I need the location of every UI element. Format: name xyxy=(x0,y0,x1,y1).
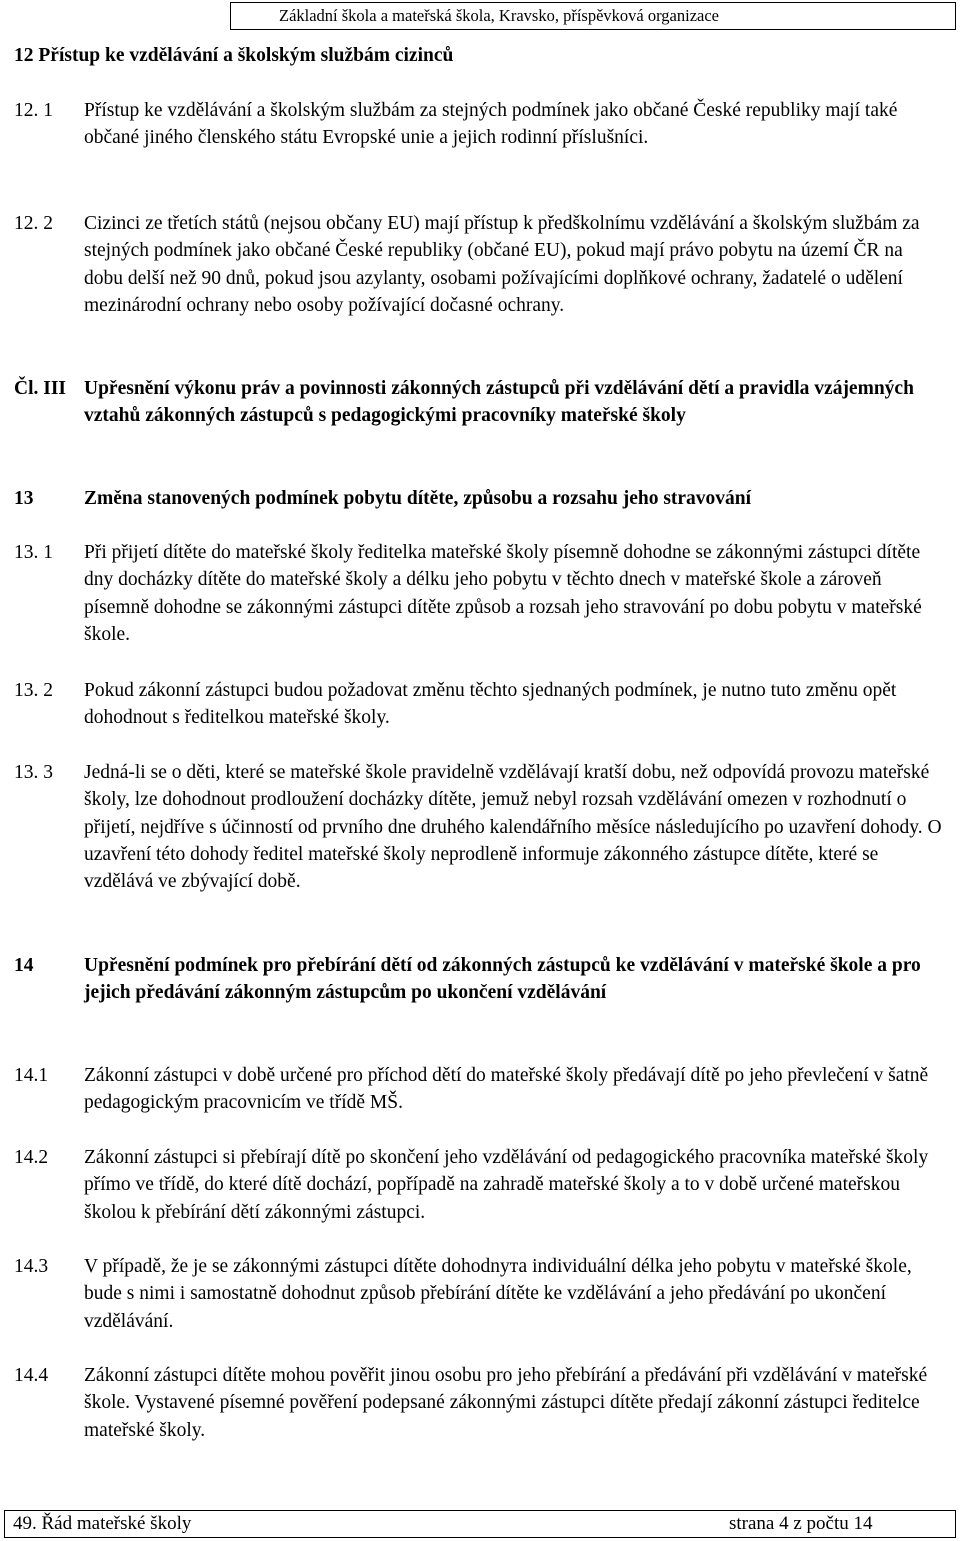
section-13-heading xyxy=(14,485,944,512)
paragraph-number: 14.1 xyxy=(14,1065,49,1086)
page-footer xyxy=(4,1510,956,1538)
article-3-heading xyxy=(14,375,944,430)
paragraph-13-2 xyxy=(14,677,944,732)
paragraph-14-4 xyxy=(14,1362,944,1444)
document-title: 49. Řád mateřské školy xyxy=(13,1513,192,1534)
paragraph-text: Jedná-li se o děti, které se mateřské škole pravidelně vzdělávají kratší dobu, než odpovídá provozu mateřské školy, lze dohodnout prodloužení docházky dítěte, jemuž nebyl rozsah vzdělávání omezen v rozhodnutí o přijetí, nejdříve s účinností od prvního dne druhého kalendářního měsíce následujícího po uzavření dohody. O uzavření této dohody ředitel mateřské školy neprodleně informuje zákonného zástupce dítěte, které se vzdělává ve zbývající době. xyxy=(84,762,942,893)
section-title: Upřesnění podmínek pro přebírání dětí od zákonných zástupců ke vzdělávání v mateřské škole a pro jejich předávání zákonným zástupcům po ukončení vzdělávání xyxy=(84,955,921,1004)
paragraph-number: 12. 1 xyxy=(14,100,53,121)
section-number: 14 xyxy=(14,955,34,976)
paragraph-text: V případě, že je se zákonnými zástupci dítěte dohodnута individuální délka jeho pobytu v mateřské škole, bude s nimi i samostatně dohodnut způsob přebírání dítěte ke vzdělávání a jeho předávání po ukončení vzdělávání. xyxy=(84,1256,912,1332)
paragraph-number: 14.4 xyxy=(14,1365,49,1386)
header-text: Základní škola a mateřská škola, Kravsko, příspěvková organizace xyxy=(278,6,719,25)
paragraph-number: 13. 3 xyxy=(14,762,53,783)
article-number: Čl. III xyxy=(14,378,67,399)
paragraph-number: 12. 2 xyxy=(14,213,53,234)
paragraph-text: Zákonní zástupci v době určené pro příchod dětí do mateřské školy předávají dítě po jeho převlečení v šatně pedagogickým pracovnicím ve třídě MŠ. xyxy=(84,1065,929,1114)
paragraph-12-2 xyxy=(14,210,944,319)
section-number: 13 xyxy=(14,488,34,509)
paragraph-13-1 xyxy=(14,539,944,648)
section-title: Změna stanovených podmínek pobytu dítěte, způsobu a rozsahu jeho stravování xyxy=(84,488,752,509)
section-14-heading xyxy=(14,952,944,1007)
paragraph-number: 13. 2 xyxy=(14,680,53,701)
paragraph-14-1 xyxy=(14,1062,944,1117)
paragraph-12-1 xyxy=(14,97,944,152)
paragraph-text: Cizinci ze třetích států (nejsou občany EU) mají přístup k předškolnímu vzdělávání a školským službám za stejných podmínek jako občané České republiky (občané EU), pokud mají právo pobytu na území ČR na dobu delší než 90 dnů, pokud jsou azylanty, osobami požívajícími doplňkové ochrany, žadatelé o udělení mezinárodní ochrany nebo osoby požívající dočasné ochrany. xyxy=(84,213,920,316)
paragraph-number: 14.3 xyxy=(14,1256,49,1277)
paragraph-14-3 xyxy=(14,1253,944,1335)
paragraph-text: Při přijetí dítěte do mateřské školy ředitelka mateřské školy písemně dohodne se zákonnými zástupci dítěte dny docházky dítěte do mateřské školy a délku jeho pobytu v těchto dnech v mateřské škole a zároveň písemně dohodne se zákonnými zástupci dítěte způsob a rozsah jeho stravování po dobu pobytu v mateřské škole. xyxy=(84,542,922,645)
paragraph-number: 13. 1 xyxy=(14,542,53,563)
section-12-title: 12 Přístup ke vzdělávání a školským službám cizinců xyxy=(14,45,454,66)
paragraph-number: 14.2 xyxy=(14,1147,49,1168)
paragraph-text: Zákonní zástupci dítěte mohou pověřit jinou osobu pro jeho přebírání a předávání při vzdělávání v mateřské škole. Vystavené písemné pověření podepsané zákonnými zástupci dítěte předají zákonní zástupci ředitelce mateřské školy. xyxy=(84,1365,928,1441)
article-title: Upřesnění výkonu práv a povinnosti zákonných zástupců při vzdělávání dětí a pravidla vzájemných vztahů zákonných zástupců s pedagogickými pracovníky mateřské školy xyxy=(84,378,914,427)
paragraph-text: Pokud zákonní zástupci budou požadovat změnu těchto sjednaných podmínek, je nutno tuto změnu opět dohodnout s ředitelkou mateřské školy. xyxy=(84,680,897,729)
page-number: strana 4 z počtu 14 xyxy=(729,1513,873,1534)
paragraph-14-2 xyxy=(14,1144,944,1226)
paragraph-13-3 xyxy=(14,759,944,895)
paragraph-text: Přístup ke vzdělávání a školským službám za stejných podmínek jako občané České republiky mají také občané jiného členského státu Evropské unie a jejich rodinní příslušníci. xyxy=(84,100,898,149)
page-header xyxy=(230,2,956,30)
paragraph-text: Zákonní zástupci si přebírají dítě po skončení jeho vzdělávání od pedagogického pracovníka mateřské školy přímo ve třídě, do které dítě dochází, popřípadě na zahradě mateřské školy a to v době určené mateřskou školou k přebírání dětí zákonnými zástupci. xyxy=(84,1147,929,1223)
